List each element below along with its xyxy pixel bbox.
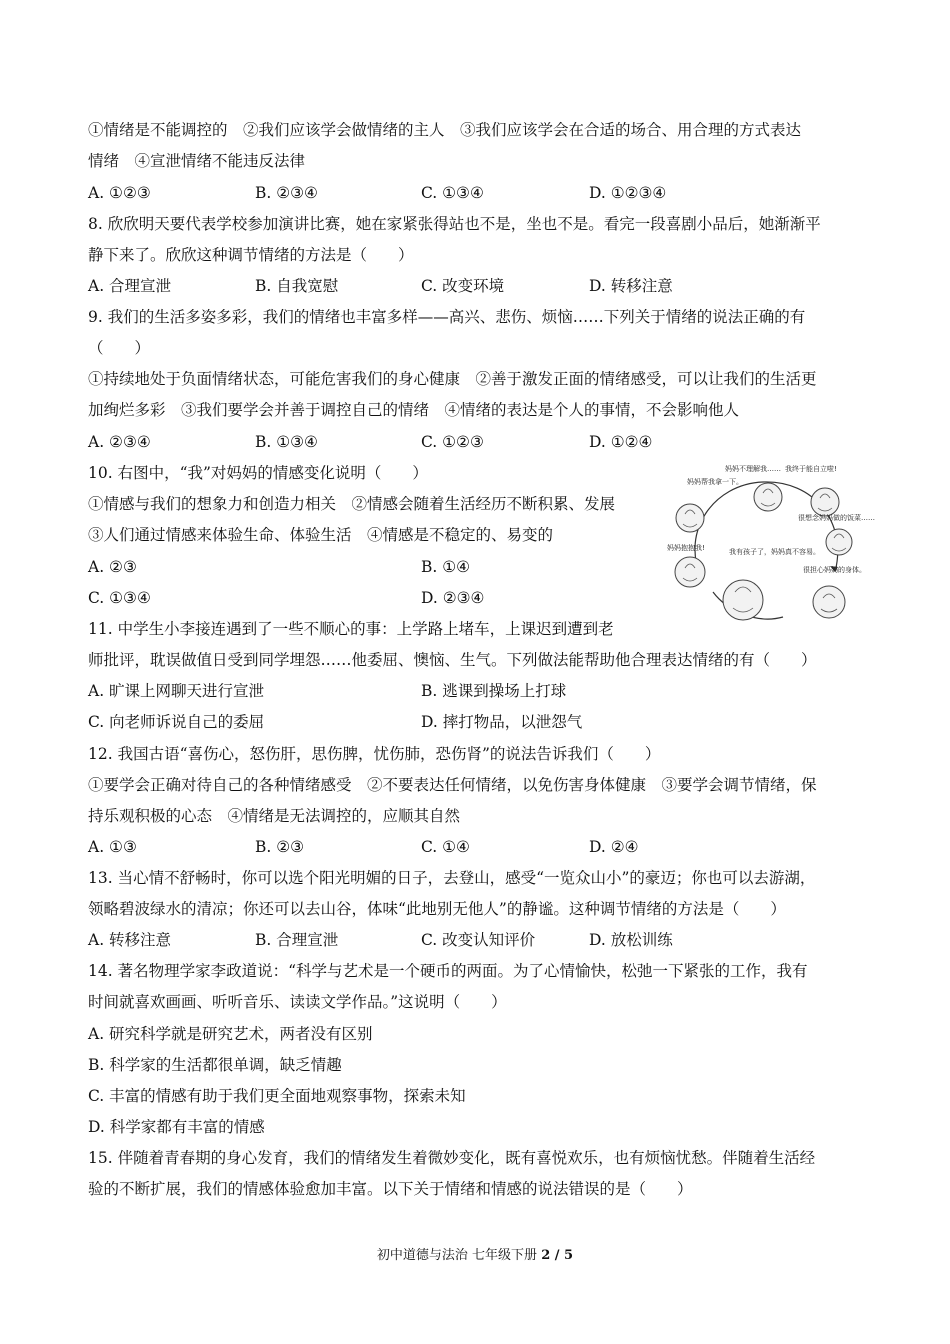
q7-option-a: A. ①②③ [88, 184, 151, 202]
q11-option-a: A. 旷课上网聊天进行宣泄 [88, 682, 265, 700]
q15-stem-line1: 15. 伴随着青春期的身心发育，我们的情绪发生着微妙变化，既有喜悦欢乐，也有烦恼忧愁。伴随着生活经 [88, 1149, 816, 1167]
q12-option-b: B. ②③ [255, 838, 305, 856]
q8-stem-line1: 8. 欣欣明天要代表学校参加演讲比赛，她在家紧张得站也不是，坐也不是。看完一段喜剧小品后，她渐渐平 [88, 215, 821, 233]
figure-portrait-6 [723, 580, 763, 620]
q12-statement-line2: 持乐观积极的心态 ④情绪是无法调控的，应顺其自然 [88, 807, 461, 825]
q10-option-c: C. ①③④ [88, 589, 151, 607]
q12-option-a: A. ①③ [88, 838, 137, 856]
q14-option-b: B. 科学家的生活都很单调，缺乏情趣 [88, 1056, 342, 1074]
q8-stem-line2: 静下来了。欣欣这种调节情绪的方法是（ ） [88, 246, 414, 264]
q7-statement-line1: ①情绪是不能调控的 ②我们应该学会做情绪的主人 ③我们应该学会在合适的场合、用合理的方式表达 [88, 121, 802, 139]
q13-option-a: A. 转移注意 [88, 931, 172, 949]
page-number: 2 / 5 [541, 1248, 574, 1263]
q9-statement-line2: 加绚烂多彩 ③我们要学会并善于调控自己的情绪 ④情绪的表达是个人的事情，不会影响他人 [88, 401, 740, 419]
footer-text: 初中道德与法治 七年级下册 [376, 1248, 542, 1263]
q14-option-c: C. 丰富的情感有助于我们更全面地观察事物，探索未知 [88, 1087, 466, 1105]
figure-portrait-5 [675, 557, 705, 587]
q14-stem-line2: 时间就喜欢画画、听听音乐、读读文学作品。”这说明（ ） [88, 993, 507, 1011]
q10-option-d: D. ②③④ [421, 589, 485, 607]
q7-option-b: B. ②③④ [255, 184, 318, 202]
q11-stem-line2: 师批评，耽误做值日受到同学埋怨……他委屈、懊恼、生气。下列做法能帮助他合理表达情绪的有（ ） [88, 651, 817, 669]
q8-option-a: A. 合理宣泄 [88, 277, 172, 295]
q13-stem-line1: 13. 当心情不舒畅时，你可以选个阳光明媚的日子，去登山，感受“一览众山小”的豪迈；你也可以去游湖， [88, 869, 816, 887]
mother-relationship-figure [663, 462, 875, 630]
q14-option-a: A. 研究科学就是研究艺术，两者没有区别 [88, 1025, 373, 1043]
page-footer [0, 1247, 950, 1265]
q12-statement-line1: ①要学会正确对待自己的各种情绪感受 ②不要表达任何情绪，以免伤害身体健康 ③要学会调节情绪，保 [88, 776, 817, 794]
q9-option-d: D. ①②④ [589, 433, 653, 451]
q14-stem-line1: 14. 著名物理学家李政道说：“科学与艺术是一个硬币的两面。为了心情愉快，松弛一下紧张的工作，我有 [88, 962, 808, 980]
q10-statement-line2: ③人们通过情感来体验生命、体验生活 ④情感是不稳定的、易变的 [88, 526, 554, 544]
q11-option-d: D. 摔打物品，以泄怨气 [421, 713, 583, 731]
q9-stem-line2: （ ） [88, 339, 151, 357]
q13-stem-line2: 领略碧波绿水的清凉；你还可以去山谷，体味“此地别无他人”的静谧。这种调节情绪的方法是（ ） [88, 900, 786, 918]
q12-option-c: C. ①④ [421, 838, 470, 856]
q12-stem: 12. 我国古语“喜伤心，怒伤肝，思伤脾，忧伤肺，恐伤肾”的说法告诉我们（ ） [88, 745, 661, 763]
figure-label-2: 我终于能自立啦! [785, 465, 837, 473]
q14-option-d: D. 科学家都有丰富的情感 [88, 1118, 265, 1136]
q9-option-a: A. ②③④ [88, 433, 151, 451]
figure-portrait-7 [813, 586, 845, 618]
q10-option-a: A. ②③ [88, 558, 137, 576]
figure-portrait-1 [676, 504, 704, 532]
q10-stem: 10. 右图中，“我”对妈妈的情感变化说明（ ） [88, 464, 428, 482]
q15-stem-line2: 验的不断扩展，我们的情感体验愈加丰富。以下关于情绪和情感的说法错误的是（ ） [88, 1180, 693, 1198]
q9-statement-line1: ①持续地处于负面情绪状态，可能危害我们的身心健康 ②善于激发正面的情绪感受，可以让我们的生活更 [88, 370, 817, 388]
figure-portrait-2 [754, 483, 782, 511]
q11-option-c: C. 向老师诉说自己的委屈 [88, 713, 265, 731]
figure-label-3: 妈妈帮我拿一下。 [687, 478, 743, 486]
q12-option-d: D. ②④ [589, 838, 639, 856]
q13-option-d: D. 放松训练 [589, 931, 673, 949]
figure-label-7: 很担心妈妈的身体。 [803, 566, 866, 574]
q7-statement-line2: 情绪 ④宣泄情绪不能违反法律 [88, 152, 306, 170]
q11-stem-line1: 11. 中学生小李接连遇到了一些不顺心的事：上学路上堵车，上课迟到遭到老 [88, 620, 614, 638]
q8-option-c: C. 改变环境 [421, 277, 505, 295]
q10-statement-line1: ①情感与我们的想象力和创造力相关 ②情感会随着生活经历不断积累、发展 [88, 495, 616, 513]
q11-option-b: B. 逃课到操场上打球 [421, 682, 567, 700]
figure-label-5: 妈妈抱抱我! [667, 544, 705, 552]
figure-portrait-3 [811, 488, 839, 516]
q8-option-d: D. 转移注意 [589, 277, 673, 295]
q13-option-b: B. 合理宣泄 [255, 931, 339, 949]
figure-label-4: 很想念妈妈做的饭菜…… [798, 514, 875, 522]
figure-label-6: 我有孩子了，妈妈真不容易。 [729, 548, 820, 556]
q7-option-d: D. ①②③④ [589, 184, 667, 202]
q10-option-b: B. ①④ [421, 558, 471, 576]
q8-option-b: B. 自我宽慰 [255, 277, 339, 295]
q9-stem-line1: 9. 我们的生活多姿多彩，我们的情绪也丰富多样——高兴、悲伤、烦恼……下列关于情绪的说法正确的有 [88, 308, 806, 326]
q13-option-c: C. 改变认知评价 [421, 931, 536, 949]
q9-option-c: C. ①②③ [421, 433, 484, 451]
q9-option-b: B. ①③④ [255, 433, 318, 451]
figure-label-1: 妈妈不理解我…… [725, 465, 781, 473]
q7-option-c: C. ①③④ [421, 184, 484, 202]
